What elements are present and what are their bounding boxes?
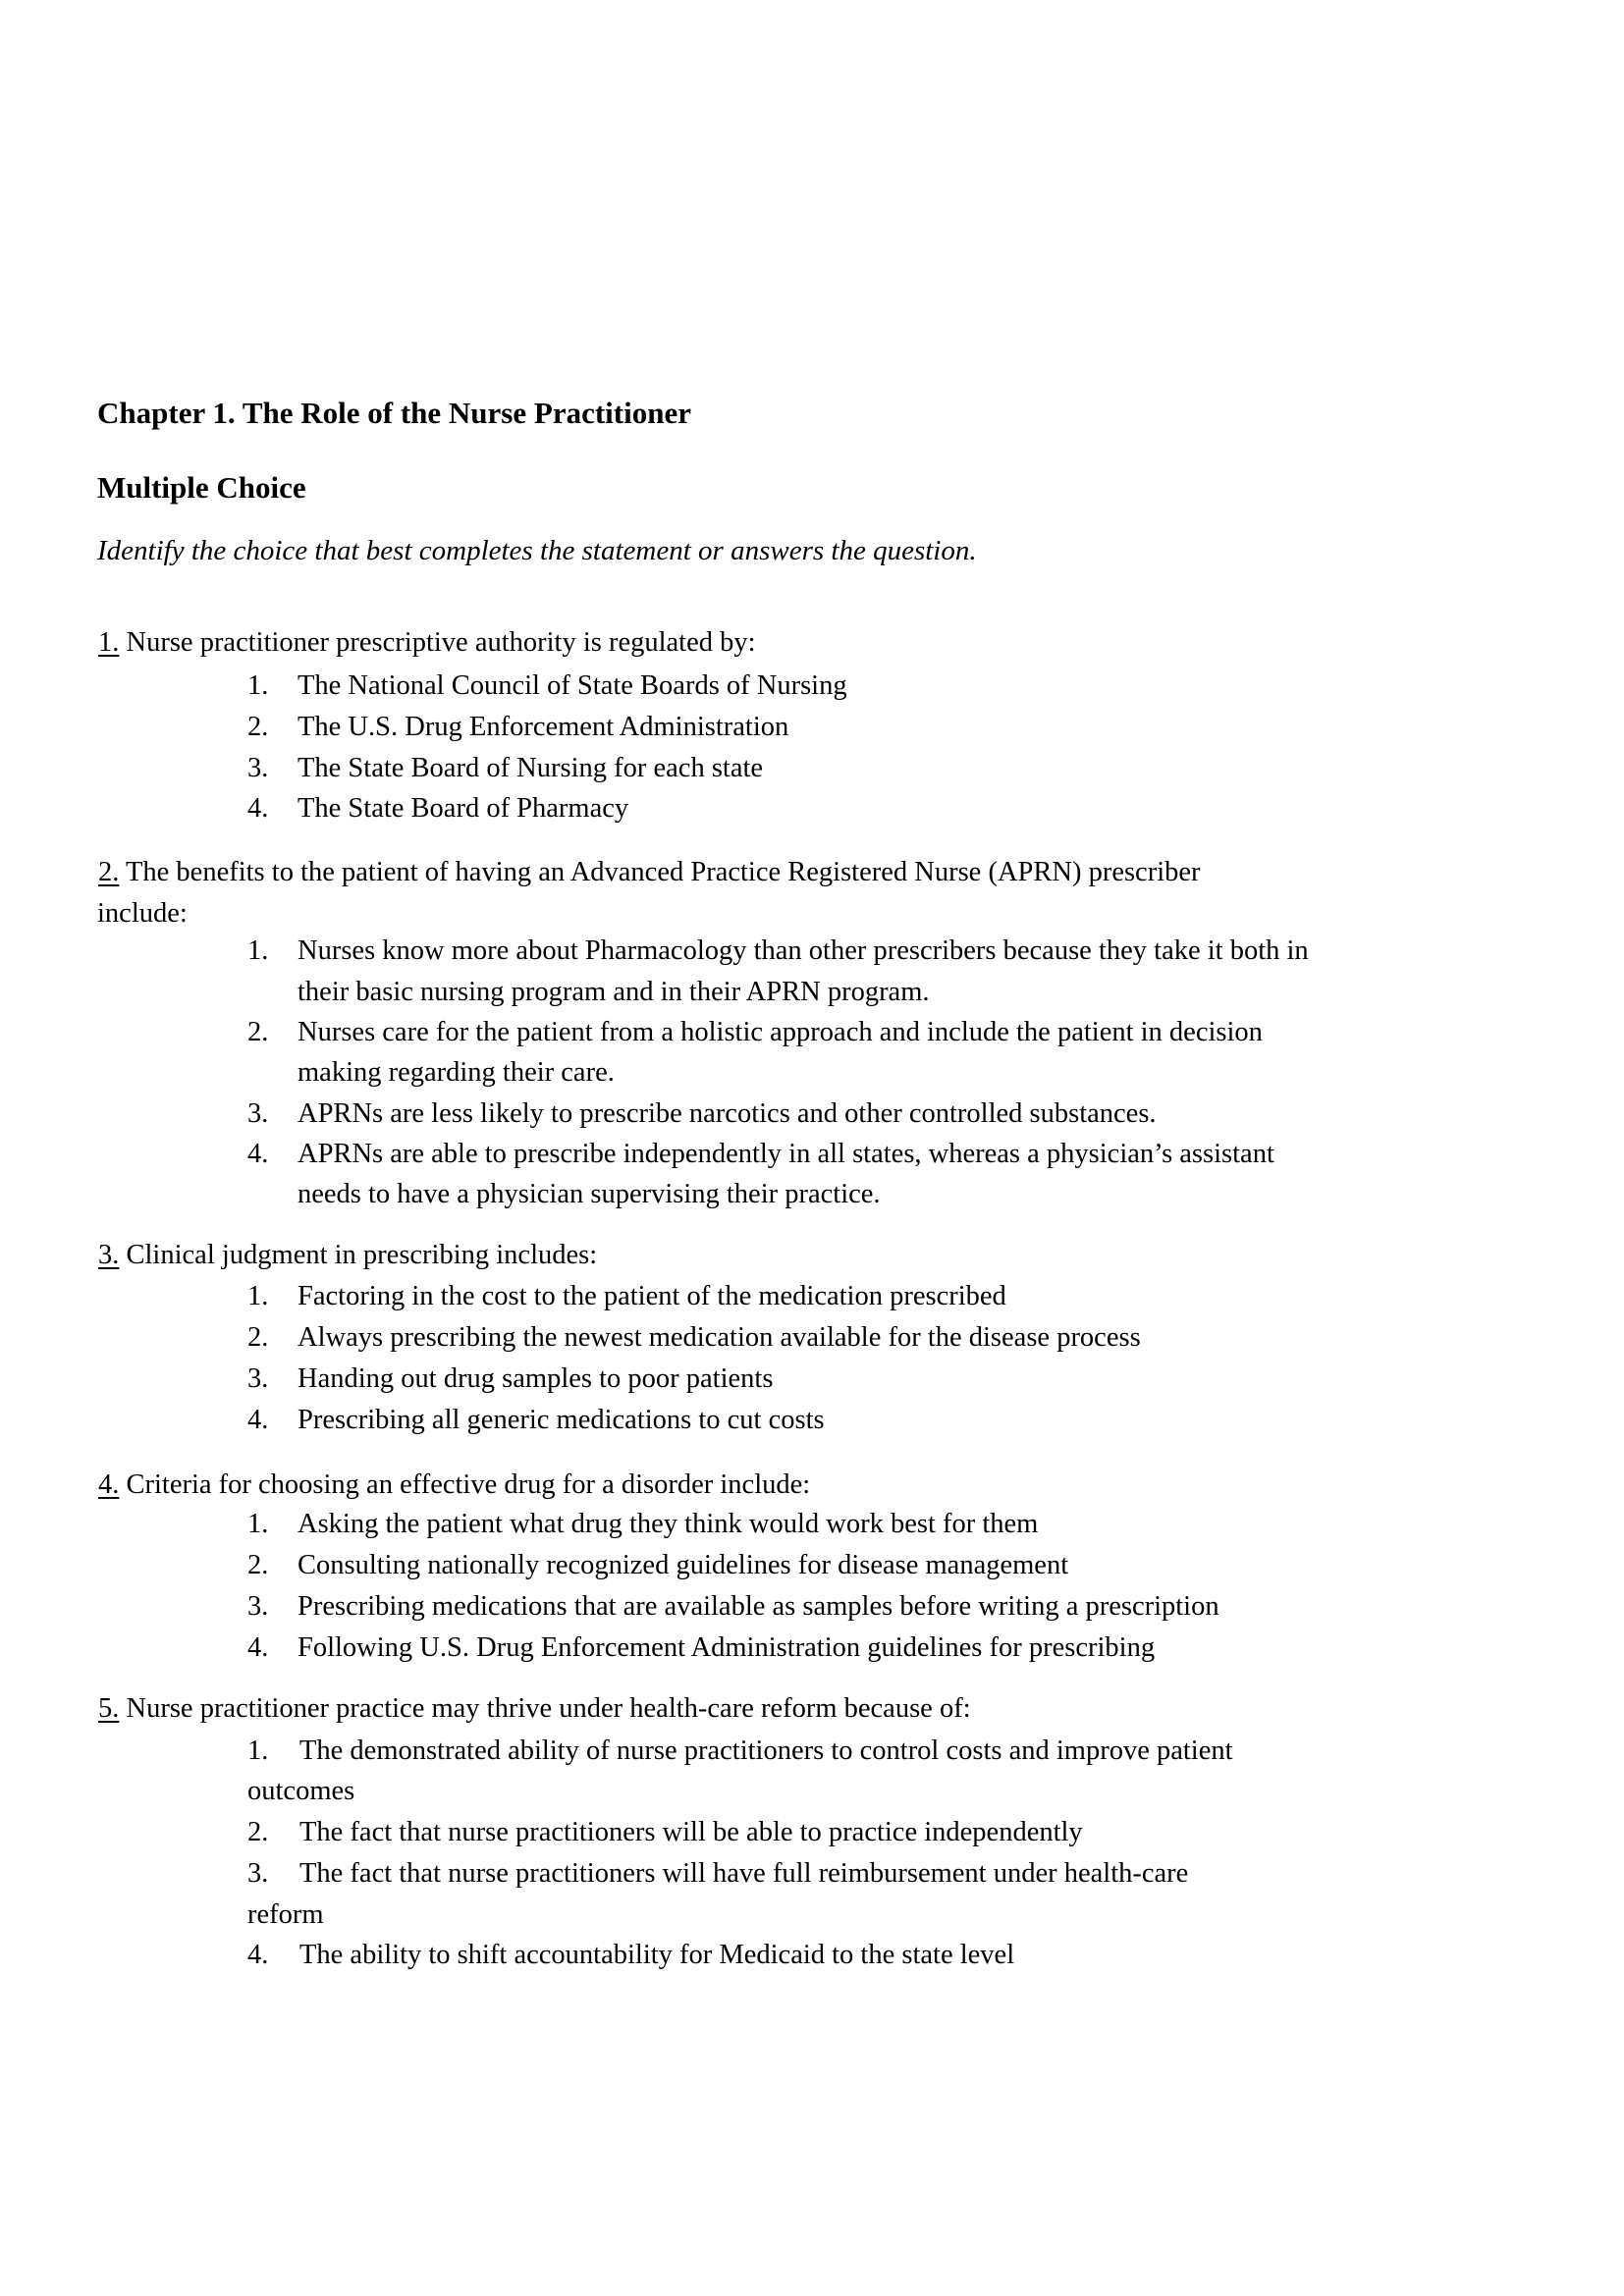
question-text-continued: include: [97,898,188,929]
answer-option[interactable] [247,1853,1524,1895]
answer-option-continued[interactable] [247,1052,1524,1094]
option-number: 3. [247,753,269,783]
answer-option[interactable] [247,1586,1524,1628]
answer-option-continued[interactable]: reform [247,1899,324,1930]
option-number: 4. [247,1405,269,1435]
answer-option[interactable] [247,1545,1524,1586]
question-stem [98,1465,810,1506]
answer-option[interactable] [247,1400,1524,1441]
question-number: 4. [98,1469,120,1500]
option-text: APRNs are less likely to prescribe narcotics and other controlled substances. [298,1098,1157,1129]
question-stem [98,1235,597,1276]
option-number: 3. [247,1591,269,1622]
option-text: Nurses know more about Pharmacology than other prescribers because they take it both in [298,935,1309,966]
option-number: 3. [247,1363,269,1394]
answer-option-continued[interactable] [247,1174,1524,1215]
answer-option[interactable] [247,1504,1524,1545]
option-text: The demonstrated ability of nurse practitioners to control costs and improve patient [299,1735,1233,1766]
option-number: 1. [247,1509,269,1539]
answer-option[interactable] [247,1012,1524,1053]
question-stem [98,852,1201,893]
answer-option[interactable] [247,666,1524,707]
option-text: Nurses care for the patient from a holistic approach and include the patient in decision [298,1017,1263,1047]
question-number: 5. [98,1693,120,1724]
option-text: needs to have a physician supervising their practice. [298,1179,881,1209]
option-number: 3. [247,1098,269,1129]
option-number: 4. [247,1940,269,1970]
option-text: Always prescribing the newest medication available for the disease process [298,1322,1141,1353]
option-text: Prescribing all generic medications to cut costs [298,1405,825,1435]
answer-option[interactable] [247,748,1524,789]
option-text: Following U.S. Drug Enforcement Administration guidelines for prescribing [298,1632,1156,1663]
question-stem [98,1688,971,1730]
section-title: Multiple Choice [97,470,306,505]
option-number: 2. [247,712,269,742]
option-text: The National Council of State Boards of Nursing [298,670,847,701]
option-text: their basic nursing program and in their APRN program. [298,977,930,1007]
option-text: making regarding their care. [298,1057,615,1088]
option-text: The U.S. Drug Enforcement Administration [298,712,789,742]
option-number: 1. [247,1281,269,1311]
question-text: The benefits to the patient of having an Advanced Practice Registered Nurse (APRN) prescriber [126,857,1201,887]
option-number: 3. [247,1858,269,1889]
answer-option[interactable] [247,1134,1524,1175]
option-number: 2. [247,1017,269,1047]
option-number: 4. [247,1632,269,1663]
answer-option[interactable] [247,931,1524,972]
chapter-title: Chapter 1. The Role of the Nurse Practitioner [97,396,691,430]
answer-option[interactable] [247,1731,1524,1772]
answer-option[interactable] [247,1935,1524,1976]
option-number: 4. [247,1139,269,1169]
answer-option[interactable] [247,1628,1524,1669]
answer-option[interactable] [247,1359,1524,1400]
option-number: 4. [247,793,269,824]
option-number: 1. [247,1735,269,1766]
question-text: Nurse practitioner prescriptive authority is regulated by: [126,627,756,658]
answer-option[interactable] [247,707,1524,748]
option-number: 2. [247,1322,269,1353]
option-text: The fact that nurse practitioners will have full reimbursement under health-care [299,1858,1189,1889]
option-number: 1. [247,670,269,701]
option-text: Prescribing medications that are available as samples before writing a prescription [298,1591,1219,1622]
option-text: The fact that nurse practitioners will be able to practice independently [299,1817,1083,1847]
question-text: Clinical judgment in prescribing includes: [126,1240,598,1270]
instructions-text: Identify the choice that best completes the statement or answers the question. [97,535,977,566]
option-text: The ability to shift accountability for Medicaid to the state level [299,1940,1015,1970]
option-text: Asking the patient what drug they think would work best for them [298,1509,1039,1539]
answer-option-continued[interactable] [247,972,1524,1013]
option-number: 1. [247,935,269,966]
option-number: 2. [247,1550,269,1580]
question-text: Nurse practitioner practice may thrive under health-care reform because of: [126,1693,971,1724]
option-text: Handing out drug samples to poor patients [298,1363,774,1394]
question-text: Criteria for choosing an effective drug for a disorder include: [126,1469,811,1500]
option-text: Factoring in the cost to the patient of the medication prescribed [298,1281,1006,1311]
option-text: APRNs are able to prescribe independently in all states, whereas a physician’s assistant [298,1139,1274,1169]
question-stem [98,622,756,664]
option-text: The State Board of Nursing for each state [298,753,764,783]
option-text: The State Board of Pharmacy [298,793,629,824]
answer-option[interactable] [247,1317,1524,1359]
question-number: 1. [98,627,120,658]
answer-option[interactable] [247,1276,1524,1317]
answer-option[interactable] [247,1094,1524,1135]
answer-option[interactable] [247,788,1524,829]
option-text: Consulting nationally recognized guidelines for disease management [298,1550,1069,1580]
answer-option[interactable] [247,1812,1524,1853]
question-number: 3. [98,1240,120,1270]
answer-option-continued[interactable]: outcomes [247,1776,355,1806]
question-number: 2. [98,857,120,887]
option-number: 2. [247,1817,269,1847]
